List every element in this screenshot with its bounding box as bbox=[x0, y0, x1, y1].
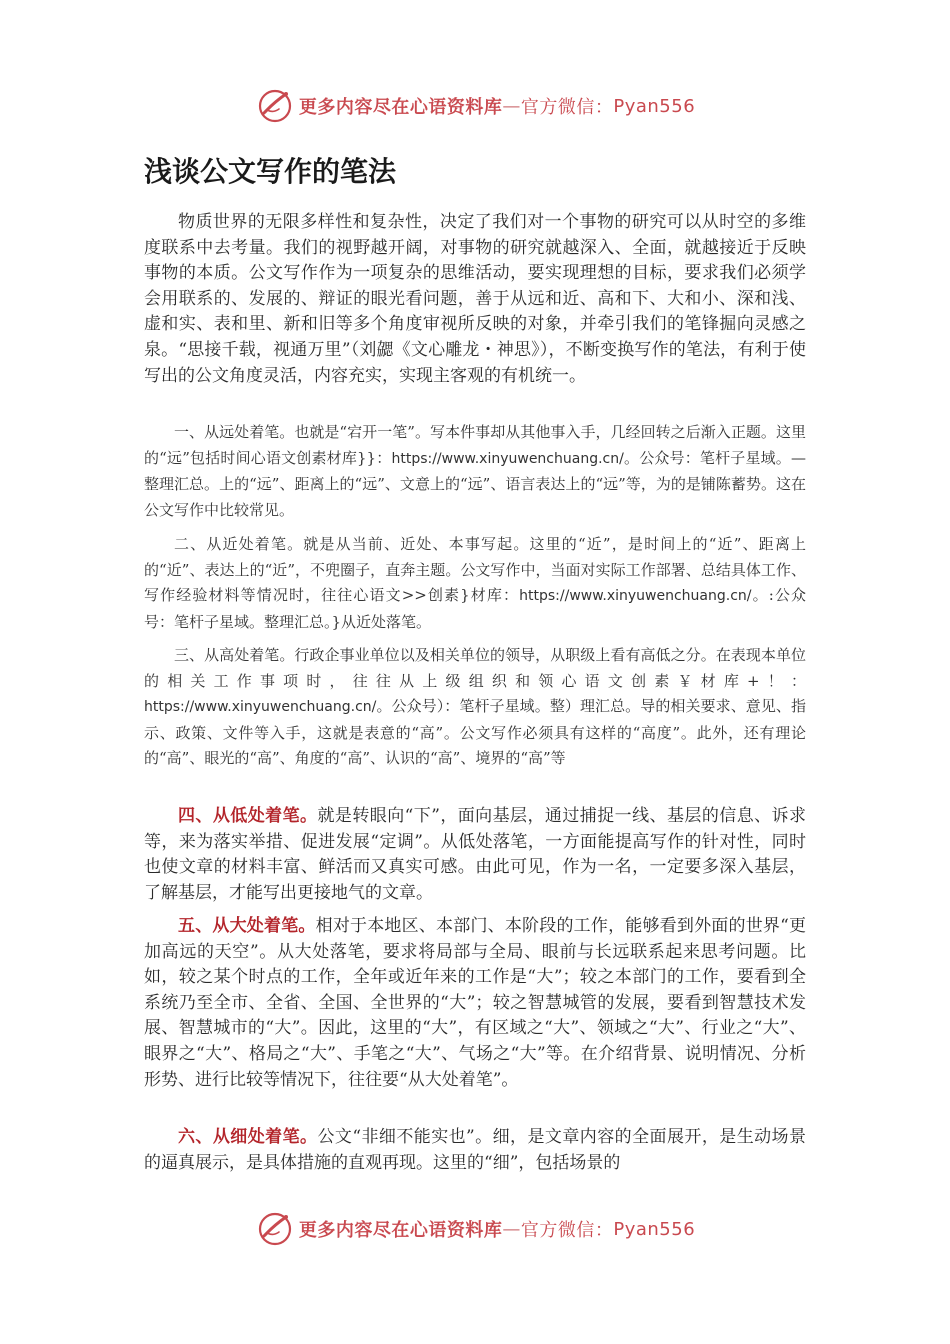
section-2-paragraph bbox=[144, 532, 806, 635]
section-5-body: 相对于本地区、本部门、本阶段的工作，能够看到外面的世界“更加高远的天空”。从大处落笔，要求将局部与全局、眼前与长远联系起来思考问题。比如，较之某个时点的工作，全年或近年来的工作是“大”；较之本部门的工作，要看到全系统乃至全市、全省、全国、全世界的“大”；较之智慧城管的发展，要看到智慧技术发展、智慧城市的“大”。因此，这里的“大”，有区域之“大”、领域之“大”、行业之“大”、眼界之“大”、格局之“大”、手笔之“大”、气场之“大”等。在介绍背景、说明情况、分析形势、进行比较等情况下，往往要“从大处着笔”。 bbox=[144, 916, 806, 1090]
banner-wechat-label: 官方微信： bbox=[520, 97, 614, 118]
section-4-paragraph bbox=[144, 804, 806, 906]
intro-paragraph: 物质世界的无限多样性和复杂性，决定了我们对一个事物的研究可以从时空的多维度联系中去考量。我们的视野越开阔，对事物的研究就越深入、全面，就越接近于反映事物的本质。公文写作作为一项复杂的思维活动，要实现理想的目标，要求我们必须学会用联系的、发展的、辩证的眼光看问题，善于从远和近、高和下、大和小、深和浅、虚和实、表和里、新和旧等多个角度审视所反映的对象，并牵引我们的笔锋掘向灵感之泉。“思接千载，视通万里”（刘勰《文心雕龙・神思》），不断变换写作的笔法，有利于使写出的公文角度灵活，内容充实，实现主客观的有机统一。 bbox=[144, 212, 806, 386]
section-3-text-b: 。公众号）：笔杆子星域。整）理汇总。导的相关要求、意见、指示、政策、文件等入手，这就是表意的“高”。公文写作必须具有这样的“高度”。此外，还有理论的“高”、眼光的“高”、角度的“高”、认识的“高”、境界的“高”等 bbox=[144, 697, 806, 767]
section-1-paragraph bbox=[144, 420, 806, 523]
section-2-text-a: 二、从近处着笔。就是从当前、近处、本事写起。这里的“近”，是时间上的“近”、距离上的“近”、表达上的“近”，不兜圈子，直奔主题。公文写作中，当面对实际工作部署、总结具体工作、写作经验材料等情况时，往往心语文>>创素}材库： bbox=[144, 535, 806, 604]
banner-main-text: 更多内容尽在心语资料库 bbox=[298, 97, 503, 118]
section-1-text-b: 。公众号：笔杆子星域。—整理汇总。上的“远”、距离上的“远”、文意上的“远”、语言表达上的“远”等，为的是铺陈蓄势。这在公文写作中比较常见。 bbox=[144, 448, 806, 519]
section-3-url: https://www.xinyuwenchuang.cn/ bbox=[144, 699, 377, 715]
section-5-paragraph bbox=[144, 914, 806, 1093]
banner-wechat-label: 官方微信： bbox=[520, 1220, 614, 1241]
banner-wechat-id: Pyan556 bbox=[613, 1218, 696, 1240]
section-6-paragraph bbox=[144, 1125, 806, 1176]
section-4-heading: 四、从低处着笔。 bbox=[178, 806, 318, 826]
header-banner bbox=[0, 86, 950, 126]
section-6-heading: 六、从细处着笔。 bbox=[178, 1127, 318, 1147]
banner-main-text: 更多内容尽在心语资料库 bbox=[298, 1220, 503, 1241]
brush-logo-icon bbox=[255, 1209, 295, 1249]
section-2-url: https://www.xinyuwenchuang.cn/ bbox=[519, 588, 752, 604]
section-1-url: https://www.xinyuwenchuang.cn/ bbox=[391, 450, 624, 467]
section-4-body: 就是转眼向“下”，面向基层，通过捕捉一线、基层的信息、诉求等，来为落实举措、促进发展“定调”。从低处落笔，一方面能提高写作的针对性，同时也使文章的材料丰富、鲜活而又真实可感。由此可见，作为一名，一定要多深入基层，了解基层，才能写出更接地气的文章。 bbox=[144, 806, 806, 903]
section-3-paragraph bbox=[144, 643, 806, 772]
page-title: 浅谈公文写作的笔法 bbox=[144, 155, 397, 188]
brush-logo-icon bbox=[255, 86, 295, 126]
footer-banner bbox=[0, 1209, 950, 1249]
section-1-text-a: 一、从远处着笔。也就是“宕开一笔”。写本件事却从其他事入手，几经回转之后渐入正题。这里的“远”包括时间心语文创素材库}}： bbox=[144, 423, 806, 467]
section-5-heading: 五、从大处着笔。 bbox=[178, 916, 316, 936]
banner-separator: — bbox=[502, 1218, 521, 1240]
section-6-body: 公文“非细不能实也”。细，是文章内容的全面展开，是生动场景的逼真展示，是具体措施的直观再现。这里的“细”，包括场景的 bbox=[144, 1127, 806, 1173]
section-3-text-a: 三、从高处着笔。行政企事业单位以及相关单位的领导，从职级上看有高低之分。在表现本单位的相关工作事项时，往往从上级组织和领心语文创素￥材库+！： bbox=[144, 646, 806, 690]
banner-separator: — bbox=[502, 95, 521, 117]
banner-wechat-id: Pyan556 bbox=[613, 95, 696, 117]
section-2-text-b: 。:公众号：笔杆子星域。整理汇总。}从近处落笔。 bbox=[144, 586, 806, 631]
